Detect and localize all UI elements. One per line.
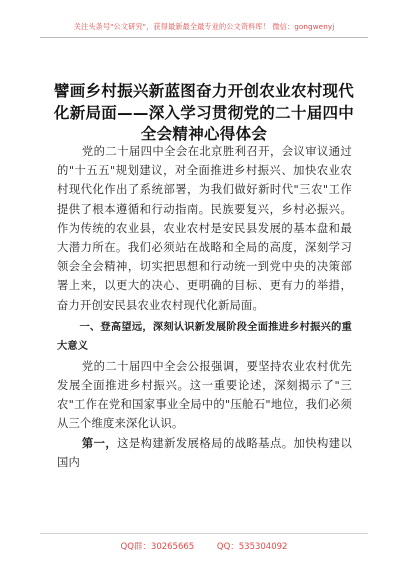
point-lead: 第一， — [81, 436, 118, 450]
document-body — [57, 142, 352, 472]
document-title: 譬画乡村振兴新蓝图奋力开创农业农村现代化新局面——深入学习贯彻党的二十届四中全会精神心得体会 — [53, 82, 355, 143]
page-header: 关注头条号"公文研究"，获得最新最全最专业的公文资料库！ 微信：gongwenyj — [73, 22, 335, 31]
page-footer — [40, 540, 368, 552]
section-heading: 一、登高望远，深刻认识新发展阶段全面推进乡村振兴的重大意义 — [57, 321, 352, 353]
footer-divider — [40, 533, 368, 534]
section-point-paragraph — [57, 434, 352, 472]
point-text: 这是构建新发展格局的战略基点。加快构建以国内 — [57, 436, 352, 469]
footer-qq-group: QQ群：30265665 — [120, 542, 195, 552]
intro-paragraph: 党的二十届四中全会在北京胜利召开，会议审议通过的"十五五"规划建议，对全面推进乡村振兴、加快农业农村现代化作出了系统部署，为我们做好新时代"三农"工作提供了根本遵循和行动指南。民族要复兴，乡村必振兴。作为传统的农业县，农业农村是安民县发展的基本盘和最大潜力所在。我们必须站在战略和全局的高度，深刻学习领会全会精神，切实把思想和行动统一到党中央的决策部署上来，以更大的决心、更明确的目标、更有力的举措，奋力开创安民县农业农村现代化新局面。 — [57, 145, 352, 312]
section-paragraph: 党的二十届四中全会公报强调，要坚持农业农村优先发展全面推进乡村振兴。这一重要论述，深刻揭示了"三农"工作在党和国家事业全局中的"压舱石"地位，我们必须从三个维度来深化认识。 — [57, 359, 352, 431]
header-divider — [40, 37, 368, 38]
footer-qq: QQ：535304092 — [216, 542, 288, 552]
